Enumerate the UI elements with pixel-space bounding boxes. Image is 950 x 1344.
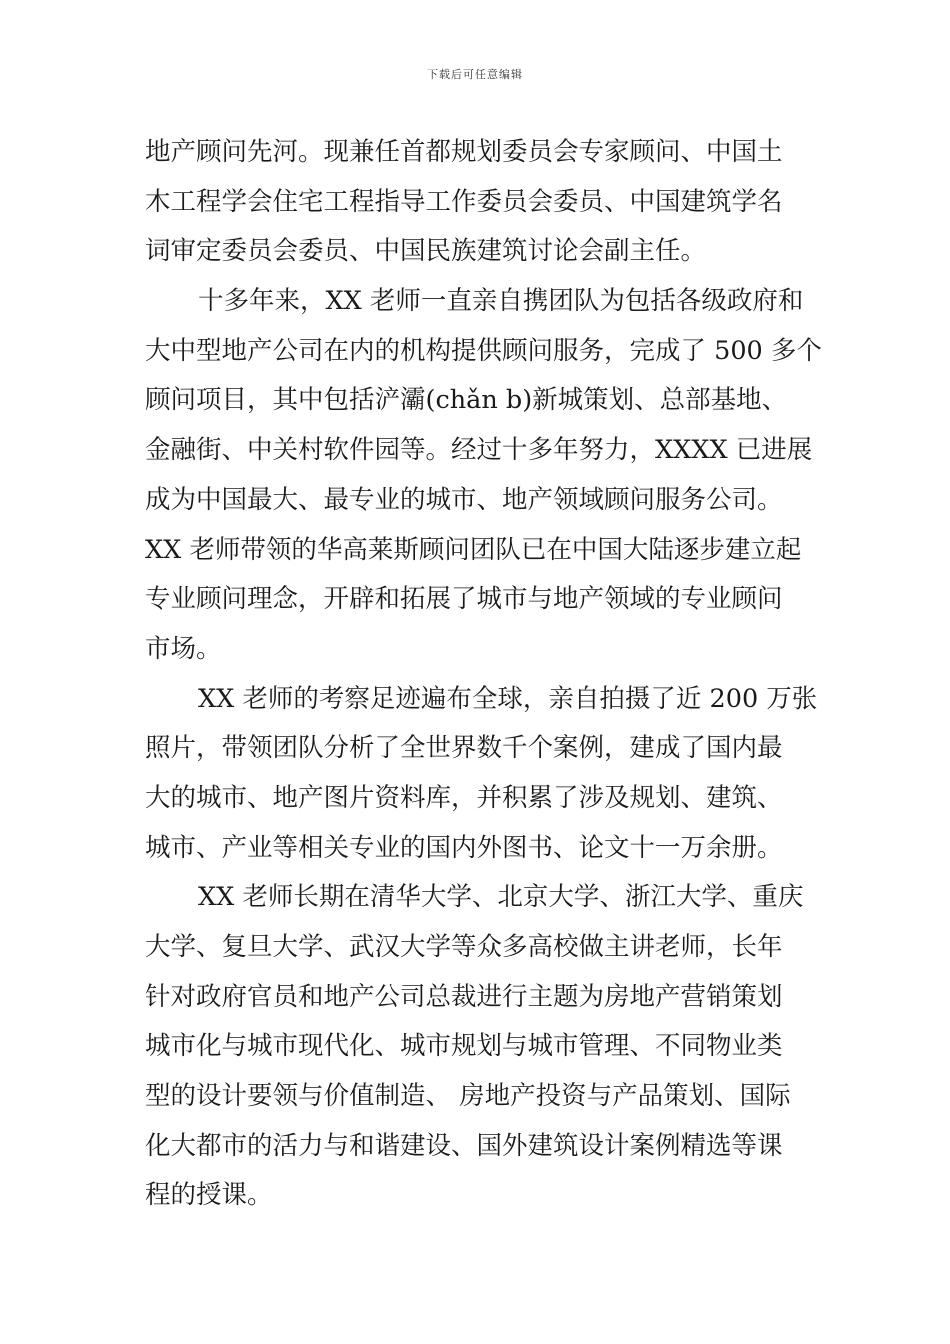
text-line: 程的授课。: [145, 1180, 273, 1211]
text-line: 顾问项目，其中包括浐灞(chǎn b)新城策划、总部基地、: [145, 385, 788, 416]
page-header: 下载后可任意编辑: [427, 68, 523, 81]
text-line: 针对政府官员和地产公司总裁进行主题为房地产营销策划: [145, 981, 783, 1012]
paragraph: [145, 675, 825, 874]
text-line: 木工程学会住宅工程指导工作委员会委员、中国建筑学名: [145, 186, 783, 217]
text-line: 化大都市的活力与和谐建设、国外建筑设计案例精选等课: [145, 1130, 783, 1161]
text-line: 专业顾问理念，开辟和拓展了城市与地产领域的专业顾问: [145, 584, 783, 615]
paragraph: [145, 873, 825, 1221]
text-line: 照片，带领团队分析了全世界数千个案例，建成了国内最: [145, 733, 783, 764]
text-line: 词审定委员会委员、中国民族建筑讨论会副主任。: [145, 236, 707, 267]
text-line: 成为中国最大、最专业的城市、地产领域顾问服务公司。: [145, 484, 783, 515]
document-body: [145, 128, 825, 1221]
text-line: 大中型地产公司在内的机构提供顾问服务，完成了 500 多个: [145, 335, 822, 366]
text-line: 城市化与城市现代化、城市规划与城市管理、不同物业类: [145, 1031, 783, 1062]
paragraph: [145, 128, 825, 277]
text-line: 十多年来，XX 老师一直亲自携团队为包括各级政府和: [198, 286, 804, 317]
text-line: XX 老师带领的华高莱斯顾问团队已在中国大陆逐步建立起: [145, 534, 802, 565]
text-line: 型的设计要领与价值制造、 房地产投资与产品策划、国际: [145, 1081, 791, 1112]
paragraph: [145, 277, 825, 675]
text-line: 地产顾问先河。现兼任首都规划委员会专家顾问、中国土: [145, 137, 783, 167]
text-line: 金融街、中关村软件园等。经过十多年努力，XXXX 已进展: [145, 435, 813, 466]
text-line: 大学、复旦大学、武汉大学等众多高校做主讲老师，长年: [145, 932, 783, 962]
text-line: 城市、产业等相关专业的国内外图书、论文十一万余册。: [145, 832, 783, 863]
text-line: XX 老师的考察足迹遍布全球，亲自拍摄了近 200 万张: [198, 683, 818, 714]
text-line: XX 老师长期在清华大学、北京大学、浙江大学、重庆: [198, 882, 804, 913]
text-line: 大的城市、地产图片资料库，并积累了涉及规划、建筑、: [145, 782, 783, 813]
text-line: 市场。: [145, 633, 222, 664]
